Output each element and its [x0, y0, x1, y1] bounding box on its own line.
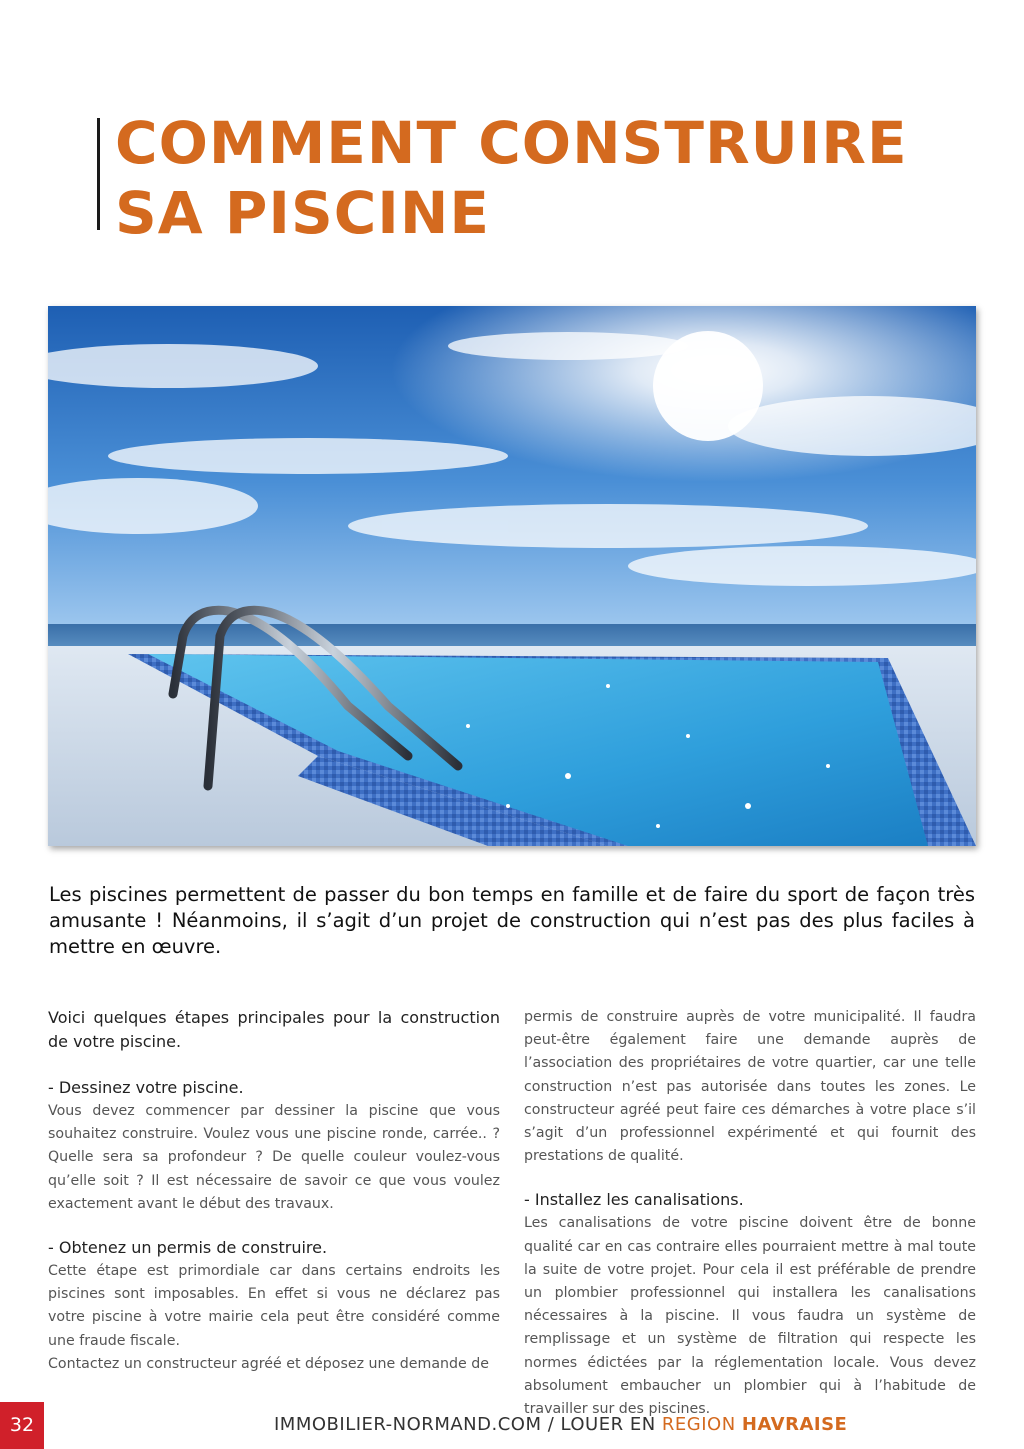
section-text-pipes: Les canalisations de votre piscine doivent être de bonne qualité car en cas contraire elles pourraient mettre à mal toute la suite de votre projet. Pour cela il est préférable de prendre un plombier professionnel qui installera les canalisations nécessaires à la piscine. Il vous faudra un système de remplissage et un système de filtration qui respecte les normes édictées par la réglementation locale. Vous devez absolument embaucher un plombier qui à l’habitude de travailler sur des piscines.	[524, 1215, 976, 1418]
footer-running-title	[274, 1412, 847, 1438]
lead-paragraph: Voici quelques étapes principales pour la construction de votre piscine.	[48, 1008, 500, 1051]
footer-site: IMMOBILIER-NORMAND.COM	[274, 1414, 542, 1435]
section-heading-design: - Dessinez votre piscine.	[48, 1078, 244, 1097]
page-number-badge: 32	[0, 1402, 44, 1449]
intro-paragraph: Les piscines permettent de passer du bon temps en famille et de faire du sport de façon très amusante ! Néanmoins, il s’agit d’un projet de construction qui n’est pas des plus faciles à mettre en œuvre.	[49, 883, 975, 958]
footer-section-b: REGION	[661, 1414, 742, 1435]
footer-section-c: HAVRAISE	[741, 1414, 848, 1435]
footer-section-a: LOUER EN	[560, 1414, 662, 1435]
page-title	[115, 108, 908, 248]
title-line-2: SA PISCINE	[115, 179, 491, 247]
column-left	[48, 1006, 500, 1376]
section-text-design: Vous devez commencer par dessiner la piscine que vous souhaitez construire. Voulez vous une piscine ronde, carrée.. ? Quelle sera sa profondeur ? De quelle couleur voulez-vous qu’elle soit ? Il est nécessaire de savoir ce que vous voulez exactement avant le début des travaux.	[48, 1103, 500, 1212]
title-accent-bar	[97, 118, 100, 230]
column-right	[524, 1006, 976, 1421]
section-text-permit-cont: Contactez un constructeur agréé et déposez une demande de	[48, 1355, 489, 1372]
footer-separator: /	[541, 1414, 561, 1435]
section-heading-pipes: - Installez les canalisations.	[524, 1190, 744, 1210]
section-text-permit-end: permis de construire auprès de votre municipalité. Il faudra peut-être également faire une demande auprès de l’association des propriétaires de votre quartier, car une telle construction n’est pas autorisée dans toutes les zones. Le constructeur agréé peut faire ces démarches à votre place s’il s’agit d’un professionnel expérimenté et qui fournit des prestations de qualité.	[524, 1009, 976, 1165]
section-heading-permit: - Obtenez un permis de construire.	[48, 1238, 328, 1258]
pool-photo	[48, 306, 976, 846]
title-line-1: COMMENT CONSTRUIRE	[115, 109, 908, 177]
section-text-permit: Cette étape est primordiale car dans certains endroits les piscines sont imposables. En effet si vous ne déclarez pas votre piscine à votre mairie cela peut être considéré comme une fraude fiscale.	[48, 1263, 500, 1349]
